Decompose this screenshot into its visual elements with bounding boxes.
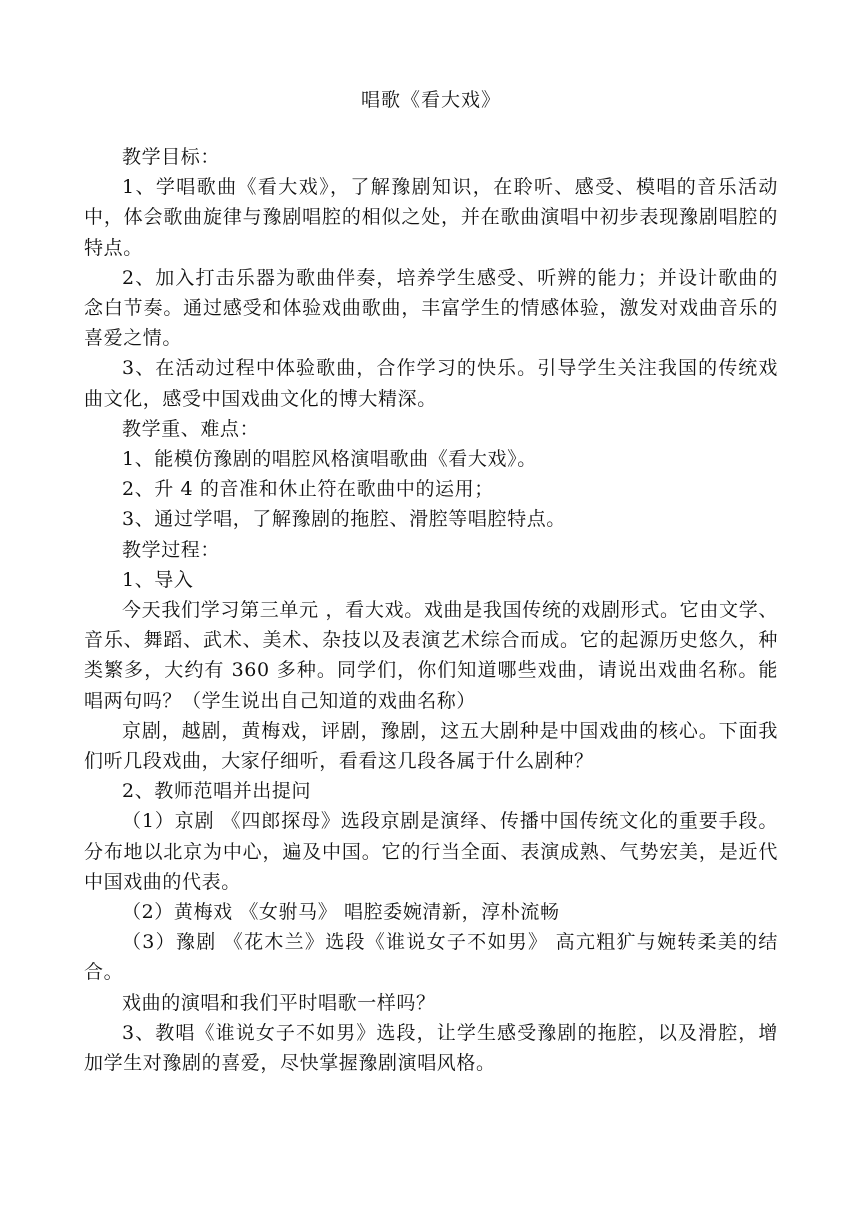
paragraph-five-opera-types: 京剧，越剧，黄梅戏，评剧，豫剧，这五大剧种是中国戏曲的核心。下面我们听几段戏曲，大家仔细听，看看这几段各属于什么剧种？ — [84, 719, 778, 773]
paragraph-huangmei-opera: （2）黄梅戏 《女驸马》 唱腔委婉清新，淳朴流畅 — [122, 901, 560, 924]
paragraph-key-point-3: 3、通过学唱，了解豫剧的拖腔、滑腔等唱腔特点。 — [122, 508, 566, 531]
paragraph-goal-3: 3、在活动过程中体验歌曲，合作学习的快乐。引导学生关注我国的传统戏曲文化，感受中国戏曲文化的博大精深。 — [84, 357, 778, 410]
paragraph-goal-1: 1、学唱歌曲《看大戏》，了解豫剧知识，在聆听、感受、模唱的音乐活动中，体会歌曲旋律与豫剧唱腔的相似之处，并在歌曲演唱中初步表现豫剧唱腔的特点。 — [84, 176, 778, 259]
document-title: 唱歌《看大戏》 — [360, 89, 501, 111]
paragraph-step-1-title: 1、导入 — [122, 568, 194, 591]
heading-teaching-process: 教学过程： — [122, 538, 221, 561]
paragraph-question: 戏曲的演唱和我们平时唱歌一样吗？ — [122, 991, 436, 1014]
paragraph-step-3: 3、教唱《谁说女子不如男》选段，让学生感受豫剧的拖腔，以及滑腔，增加学生对豫剧的喜爱，尽快掌握豫剧演唱风格。 — [84, 1021, 778, 1075]
paragraph-key-point-2: 2、升 4 的音准和休止符在歌曲中的运用； — [122, 478, 494, 501]
paragraph-yu-opera: （3）豫剧 《花木兰》选段《谁说女子不如男》 高亢粗犷与婉转柔美的结合。 — [84, 931, 778, 984]
paragraph-key-point-1: 1、能模仿豫剧的唱腔风格演唱歌曲《看大戏》。 — [122, 448, 537, 471]
paragraph-peking-opera: （1）京剧 《四郎探母》选段京剧是演绎、传播中国传统文化的重要手段。分布地以北京为中心，遍及中国。它的行当全面、表演成熟、气势宏美，是近代中国戏曲的代表。 — [84, 810, 778, 893]
heading-teaching-goals: 教学目标： — [122, 146, 221, 168]
document-page — [84, 82, 778, 1078]
paragraph-introduction: 今天我们学习第三单元 ，看大戏。戏曲是我国传统的戏剧形式。它由文学、音乐、舞蹈、武术、美术、杂技以及表演艺术综合而成。它的起源历史悠久，种类繁多，大约有 360 多种。同学们，你们知道哪些戏曲，请说出戏曲名称。能唱两句吗？（学生说出自己知道的戏曲名称） — [84, 599, 778, 712]
paragraph-step-2-title: 2、教师范唱并出提问 — [122, 780, 312, 803]
paragraph-goal-2: 2、加入打击乐器为歌曲伴奏，培养学生感受、听辨的能力；并设计歌曲的念白节奏。通过感受和体验戏曲歌曲，丰富学生的情感体验，激发对戏曲音乐的喜爱之情。 — [84, 266, 778, 350]
heading-key-points: 教学重、难点： — [122, 417, 260, 440]
